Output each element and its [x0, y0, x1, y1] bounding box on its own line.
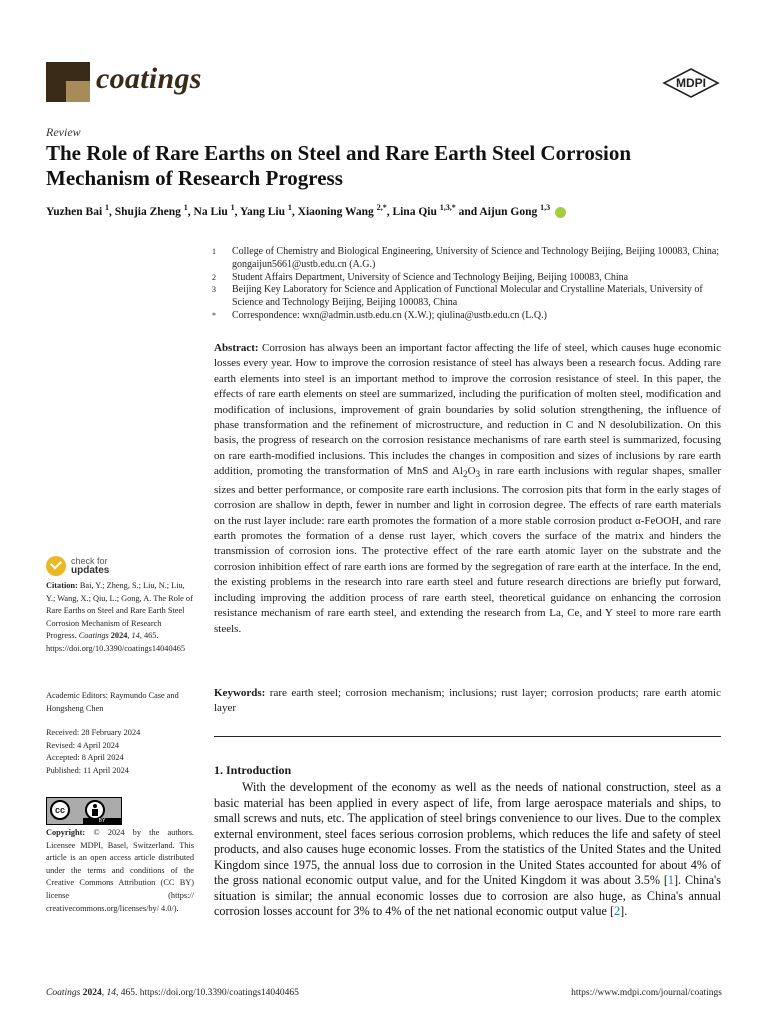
copyright: Copyright: © 2024 by the authors. Licensee MDPI, Basel, Switzerland. This article is an open access article distributed under the terms and conditions of the Creative Commons Attribution (CC BY) license (https:// creativecommons.org/licenses/by/ 4.0/). — [46, 828, 194, 913]
introduction-paragraph: With the development of the economy as well as the needs of national construction, steel as a basic material has been applied in every aspect of life, from large aerospace materials and ships, to small screws and nuts, etc. The application of steel brings convenience to our lives. Due to the complex external environment, steel faces serious corrosion problems, which reduces the life and safety of steel products, and also causes huge economic losses. From the statistics of the United States and the United Kingdom since 1975, the annual loss due to corrosion in the United States accounted for about 4% of the gross national economic output value, and for the United Kingdom it was about 3.5% [1]. China's situation is similar; the annual economic losses due to corrosion are also huge, as China's annual corrosion losses account for 3% to 4% of the net national economic output value [2]. — [214, 780, 721, 918]
mdpi-logo-icon — [662, 68, 720, 98]
keywords: Keywords: rare earth steel; corrosion mechanism; inclusions; rust layer; corrosion products; rare earth atomic layer — [214, 687, 721, 715]
author-list: Yuzhen Bai $^1$, Shujia Zheng $^1$, Na Liu $^1$, Yang Liu $^1$, Xiaoning Wang $^{2,*}$, Lina Qiu $^{1,3,*}$ and Aijun Gong $^{1,3}$ — [46, 203, 736, 218]
check-icon — [46, 556, 66, 576]
citation-doi-link[interactable]: , 465. https://doi.org/10.3390/coatings14040465 — [46, 631, 186, 653]
affiliation-item: 1 College of Chemistry and Biological Engineering, University of Science and Technology Beijing, Beijing 100083, China; gongaijun5661@ustb.edu.cn (A.G.) — [212, 246, 720, 270]
section-heading: 1. Introduction — [214, 763, 292, 777]
person-icon — [85, 800, 105, 820]
footer-citation: Coatings 2024, 14, 465. https://doi.org/10.3390/coatings14040465 — [46, 988, 299, 998]
publication-dates: Received: 28 February 2024 Revised: 4 April 2024 Accepted: 8 April 2024 Published: 11 April 2024 — [46, 728, 141, 775]
reference-link[interactable]: 2 — [614, 904, 621, 918]
journal-name: coatings — [96, 62, 202, 95]
correspondence: * Correspondence: wxn@admin.ustb.edu.cn (X.W.); qiulina@ustb.edu.cn (L.Q.) — [212, 309, 547, 321]
author[interactable]: Yuzhen Bai $^1$ — [46, 203, 110, 218]
footer-journal-url[interactable]: https://www.mdpi.com/journal/coatings — [571, 988, 722, 998]
author[interactable]: Xiaoning Wang $^{2,*}$ — [297, 203, 387, 218]
author[interactable]: Yang Liu $^1$ — [239, 203, 292, 218]
svg-text:MDPI: MDPI — [676, 76, 706, 90]
keywords-label: Keywords: — [214, 687, 266, 699]
divider — [214, 736, 721, 737]
check-for-updates-button[interactable]: check for updates — [46, 556, 146, 578]
article-title: The Role of Rare Earths on Steel and Rare Earth Steel Corrosion Mechanism of Research Progress — [46, 141, 632, 190]
journal-logo-icon — [46, 62, 90, 102]
author[interactable]: Lina Qiu $^{1,3,*}$ — [392, 203, 456, 218]
reference-link[interactable]: 1 — [667, 873, 674, 887]
footer-doi-link[interactable]: , 465. https://doi.org/10.3390/coatings14040465 — [115, 988, 299, 998]
cc-by-license-icon[interactable]: cc BY — [46, 797, 122, 825]
author[interactable]: Shujia Zheng $^1$ — [114, 203, 188, 218]
orcid-icon[interactable] — [555, 207, 566, 218]
affiliations — [212, 246, 732, 323]
affiliation-item: 3 Beijing Key Laboratory for Science and Application of Functional Molecular and Crystalline Materials, University of Science and Technology Beijing, Beijing 100083, China — [212, 284, 703, 309]
abstract: Abstract: Corrosion has always been an important factor affecting the life of steel, which causes huge economic losses every year. How to improve the corrosion resistance of steel has always been a research focus. Adding rare earth elements into steel is an important method to improve the corrosion resistance of steel. In this paper, the effects of rare earth elements on steel are summarized, including the purification of molten steel, modification and modification of inclusions, improvement of grain boundaries by solid solution strengthening, the influence of phase transformation and the refinement of microstructure, and reduction in C and N desolubilization. On this basis, the progress of research on the corrosion resistance mechanisms of rare earth steel is summarized, focusing on rare earth-modified inclusions. This includes the changes in composition and sizes of inclusions by rare earth addition, promoting the transformation of MnS and $Al_2O_3$ in rare earth inclusions with regular shapes, smaller sizes and better performance, or composite rare earth inclusions. The corrosion pits that form in the early stages of corrosion are shallow in depth, fewer in number and light in corrosion degree. The effects of rare earth materials on the rust layer include: rare earth promotes the formation of a more stable corrosion product α-FeOOH, and rare earth promotes the formation of a dense rust layer, which covers the surface of the matrix and hinders the transmission of corrosion ions. The protective effect of the rare earth atomic layer on the substrate and the corrosion inhibition effect of rare earth ions are formed by the segregation of rare earth at the interface. In the end, the existing problems in the research into rare earth steel and future research directions are briefly put forward, including improving the addition process of rare earth steel, theoretical guidance on enhancing the corrosion resistance mechanism of rare earth steel, and extending the research from La, Ce, and Y steel to more rare earth steels. — [214, 342, 721, 635]
academic-editors: Academic Editors: Raymundo Case and Hongsheng Chen — [46, 691, 179, 713]
abstract-label: Abstract: — [214, 342, 259, 354]
affiliation-item: 2 Student Affairs Department, University of Science and Technology Beijing, Beijing 100083, China — [212, 271, 629, 283]
citation: Citation: Bai, Y.; Zheng, S.; Liu, N.; Liu, Y.; Wang, X.; Qiu, L.; Gong, A. The Role of Rare Earths on Steel and Rare Earth Steel Corrosion Mechanism of Research Progress. Coatings 2024, 14, 465. https://doi.org/10.3390/coatings14040465 — [46, 581, 193, 653]
author[interactable]: Aijun Gong $^{1,3}$ — [479, 203, 551, 218]
author[interactable]: Na Liu $^1$ — [193, 203, 235, 218]
article-type: Review — [46, 125, 81, 139]
